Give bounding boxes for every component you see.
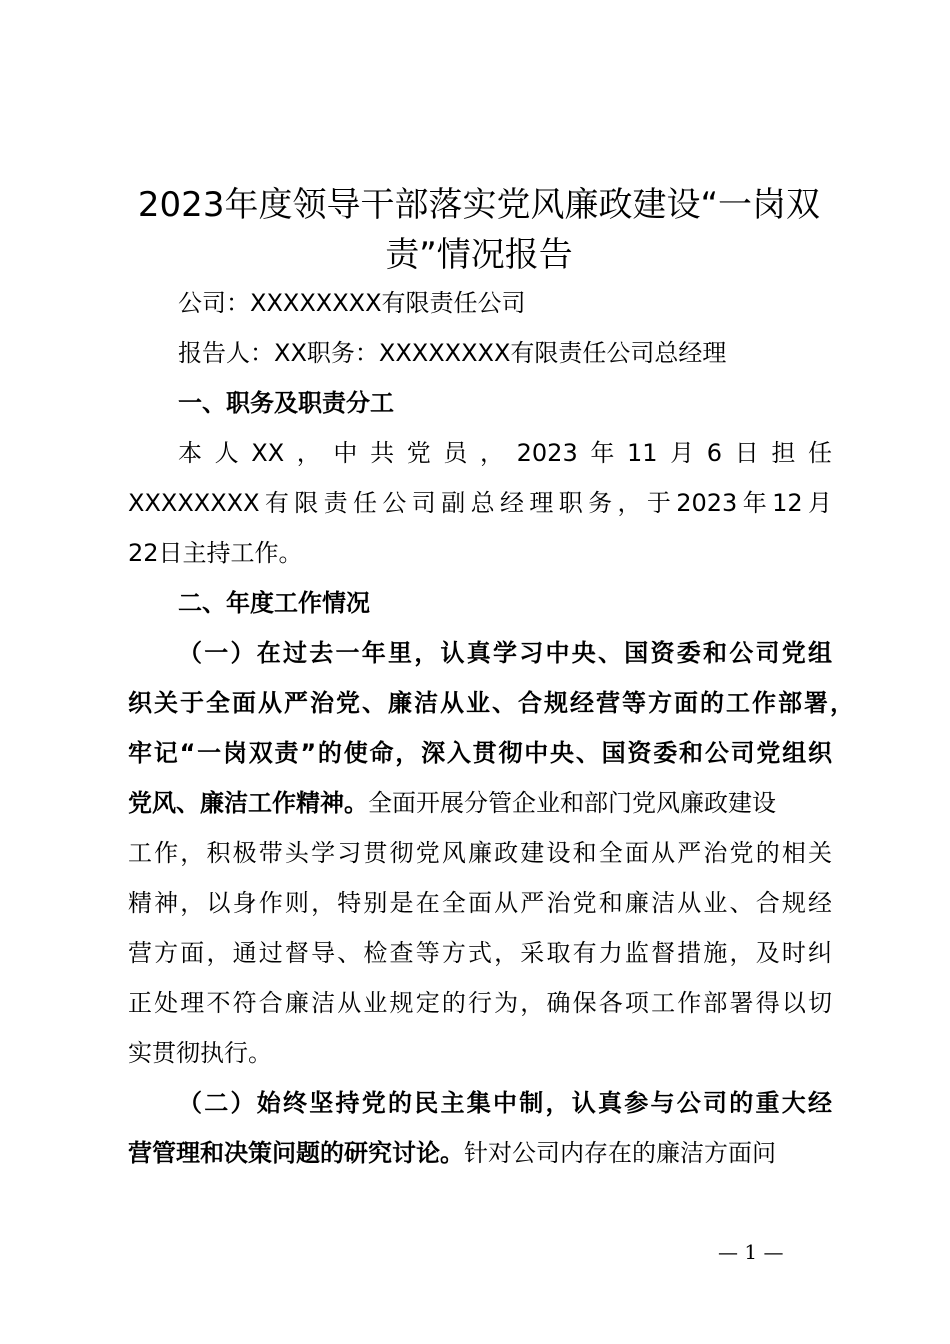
section1-line-1: 本人XX，中共党员，2023年11月6日担任 [178,439,832,467]
para2-bold-end: 营管理和决策问题的研究讨论。 [128,1139,464,1167]
section1-heading: 一、职务及职责分工 [178,389,394,417]
para2-bold-line-1: （二）始终坚持党的民主集中制，认真参与公司的重大经 [178,1089,832,1117]
title-line-2: 责”情况报告 [385,235,573,275]
company-line: 公司：XXXXXXXX有限责任公司 [178,289,526,317]
page-number: — 1 — [718,1240,784,1264]
para1-line-4 [128,778,776,828]
para1-bold-line-1: （一）在过去一年里，认真学习中央、国资委和公司党组 [178,639,832,667]
section1-line-2: XXXXXXXX有限责任公司副总经理职务，于2023年12月 [128,489,832,517]
section1-line-3: 22日主持工作。 [128,539,303,567]
para1-normal-line-2: 工作，积极带头学习贯彻党风廉政建设和全面从严治党的相关 [128,839,832,867]
para1-bold-end: 党风、廉洁工作精神。 [128,789,368,817]
para2-line-2 [128,1128,776,1178]
para1-normal-line-6: 实贯彻执行。 [128,1039,272,1067]
document-title [118,180,840,280]
para2-normal-start: 针对公司内存在的廉洁方面问 [464,1139,776,1167]
section2-heading: 二、年度工作情况 [178,589,370,617]
title-line-1: 2023年度领导干部落实党风廉政建设“一岗双 [137,185,821,225]
reporter-line: 报告人：XX职务：XXXXXXXX有限责任公司总经理 [178,339,727,367]
para1-normal-line-5: 正处理不符合廉洁从业规定的行为，确保各项工作部署得以切 [128,989,832,1017]
para1-bold-line-3: 牢记“一岗双责”的使命，深入贯彻中央、国资委和公司党组织 [128,739,832,767]
para1-normal-line-3: 精神，以身作则，特别是在全面从严治党和廉洁从业、合规经 [128,889,832,917]
para1-normal-start: 全面开展分管企业和部门党风廉政建设 [368,789,776,817]
para1-bold-line-2: 织关于全面从严治党、廉洁从业、合规经营等方面的工作部署， [128,689,854,717]
para1-normal-line-4: 营方面，通过督导、检查等方式，采取有力监督措施，及时纠 [128,939,832,967]
